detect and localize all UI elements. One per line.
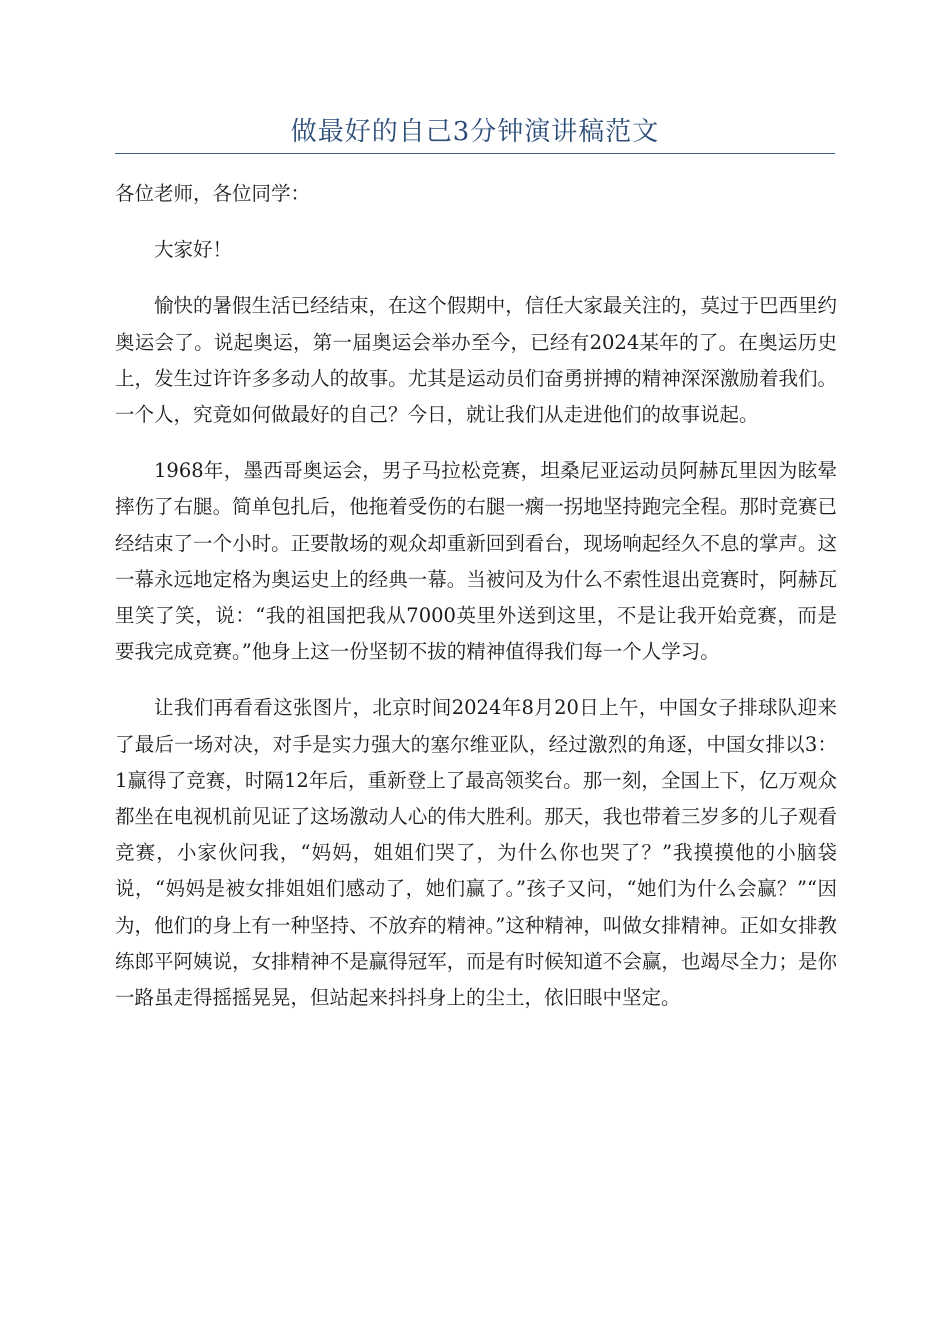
- salutation: 各位老师，各位同学：: [115, 182, 311, 205]
- paragraph-akhwari-story: 1968年，墨西哥奥运会，男子马拉松竞赛，坦桑尼亚运动员阿赫瓦里因为眩晕摔伤了右腿。简单包扎后，他拖着受伤的右腿一瘸一拐地坚持跑完全程。那时竞赛已经结束了一个小时。正要散场的观众却重新回到看台，现场响起经久不息的掌声。这一幕永远地定格为奥运史上的经典一幕。当被问及为什么不索性退出竞赛时，阿赫瓦里笑了笑，说：“我的祖国把我从7000英里外送到这里，不是让我开始竞赛，而是要我完成竞赛。”他身上这一份坚韧不拔的精神值得我们每一个人学习。: [115, 459, 837, 664]
- document-title: 做最好的自己3分钟演讲稿范文: [290, 117, 660, 147]
- title-underline: [115, 153, 835, 154]
- document-body: [115, 176, 837, 1036]
- paragraph-volleyball-story: 让我们再看看这张图片，北京时间2024年8月20日上午，中国女子排球队迎来了最后一场对决，对手是实力强大的塞尔维亚队，经过激烈的角逐，中国女排以3：1赢得了竞赛，时隔12年后，重新登上了最高领奖台。那一刻，全国上下，亿万观众都坐在电视机前见证了这场激动人心的伟大胜利。那天，我也带着三岁多的儿子观看竞赛，小家伙问我，“妈妈，姐姐们哭了，为什么你也哭了？”我摸摸他的小脑袋说，“妈妈是被女排姐姐们感动了，她们赢了。”孩子又问，“她们为什么会赢？”“因为，他们的身上有一种坚持、不放弃的精神。”这种精神，叫做女排精神。正如女排教练郎平阿姨说，女排精神不是赢得冠军，而是有时候知道不会赢，也竭尽全力；是你一路虽走得摇摇晃晃，但站起来抖抖身上的尘土，依旧眼中坚定。: [115, 696, 837, 1010]
- paragraph-olympics-intro: 愉快的暑假生活已经结束，在这个假期中，信任大家最关注的，莫过于巴西里约奥运会了。说起奥运，第一届奥运会举办至今，已经有2024某年的了。在奥运历史上，发生过许许多多动人的故事。尤其是运动员们奋勇拼搏的精神深深激励着我们。一个人，究竟如何做最好的自己？今日，就让我们从走进他们的故事说起。: [115, 294, 837, 427]
- paragraph-opening: 大家好！: [154, 238, 233, 262]
